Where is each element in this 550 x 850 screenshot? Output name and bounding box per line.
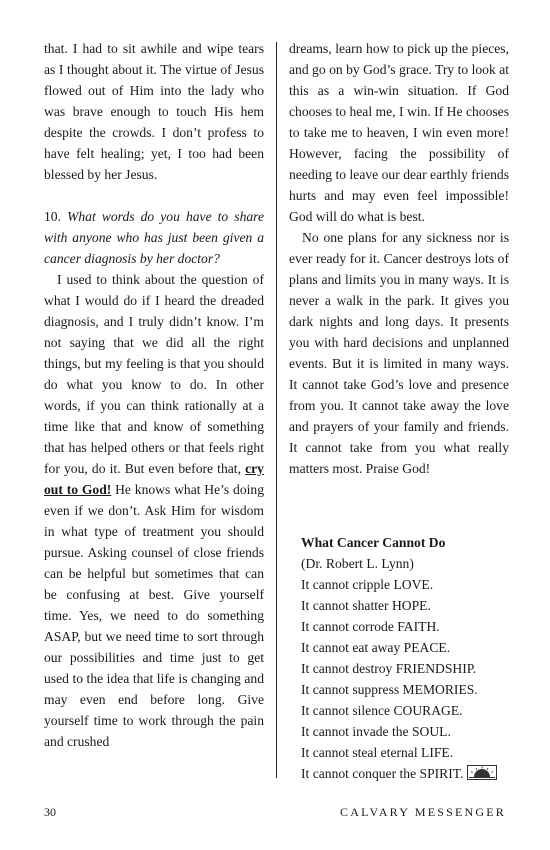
column-divider <box>276 42 277 778</box>
sunrise-ornament-icon <box>467 765 497 786</box>
poem-line: It cannot cripple LOVE. <box>301 577 434 592</box>
answer-text-end: He knows what He’s doing even if we don’t. Ask Him for wisdom in what type of treatment you should pursue. Asking counsel of close friends can be helpful but sometimes that can be confusing at best. Give yourself time. Yes, we need to do something ASAP, but we need time to sort through our possibilities and time just to get used to the idea that life is changing and may even end before long. Give yourself time to work through the pain and crushed <box>44 482 264 749</box>
page-number: 30 <box>44 805 56 819</box>
poem-line: It cannot invade the SOUL. <box>301 724 451 739</box>
poem-author: (Dr. Robert L. Lynn) <box>301 556 414 571</box>
poem-line-last <box>301 763 526 786</box>
poem-line: It cannot corrode FAITH. <box>301 619 440 634</box>
left-column <box>44 38 264 752</box>
poem-line: It cannot suppress MEMORIES. <box>301 682 478 697</box>
poem-line: It cannot shatter HOPE. <box>301 598 431 613</box>
poem-line: It cannot silence COURAGE. <box>301 703 463 718</box>
cancer-paragraph: No one plans for any sickness nor is ever ready for it. Cancer destroys lots of plans and limits you in many ways. It is never a walk in the park. It gives you dark nights and long days. It presents you with hard decisions and unplanned events. But it is limited in many ways. It cannot take God’s love and presence from you. It cannot take away the love and prayers of your family and friends. It cannot take from you what really matters most. Praise God! <box>289 230 509 476</box>
poem-line-text: It cannot conquer the SPIRIT. <box>301 766 464 781</box>
answer-paragraph <box>44 269 264 752</box>
question-number: 10. <box>44 209 61 224</box>
right-column <box>289 38 509 479</box>
answer-text-start: I used to think about the question of what I would do if I heard the dreaded diagnosis, and I truly didn’t know. I’m not saying that we did all the right things, but my feeling is that you should do what you know to do. In other words, if you can think rationally at a time like that and know of something that has helped others or that feels right for you, do it. But even before that, <box>44 272 264 476</box>
continued-paragraph: that. I had to sit awhile and wipe tears as I thought about it. The virtue of Jesus flowed out of Him into the lady who was brave enough to touch His hem despite the crowds. I don’t profess to have felt healing; yet, I too had been blessed by her Jesus. <box>44 41 264 182</box>
publication-name: CALVARY MESSENGER <box>340 805 506 819</box>
answer-emphasis: cry out to God! <box>44 461 264 497</box>
poem-line: It cannot eat away PEACE. <box>301 640 451 655</box>
continued-paragraph-right: dreams, learn how to pick up the pieces, and go on by God’s grace. Try to look at this as a win-win situation. If God chooses to heal me, I win. If He chooses to take me to heaven, I win even more! However, facing the possibility of needing to leave our dear earthly friends hurts and may even feel impossible! God will do what is best. <box>289 41 509 224</box>
poem-line: It cannot destroy FRIENDSHIP. <box>301 661 477 676</box>
question-text: What words do you have to share with anyone who has just been given a cancer diagnosis by her doctor? <box>44 209 264 266</box>
poem-title: What Cancer Cannot Do <box>301 535 446 550</box>
question-10 <box>44 206 264 269</box>
poem-line: It cannot steal eternal LIFE. <box>301 745 454 760</box>
poem-block <box>301 532 526 786</box>
